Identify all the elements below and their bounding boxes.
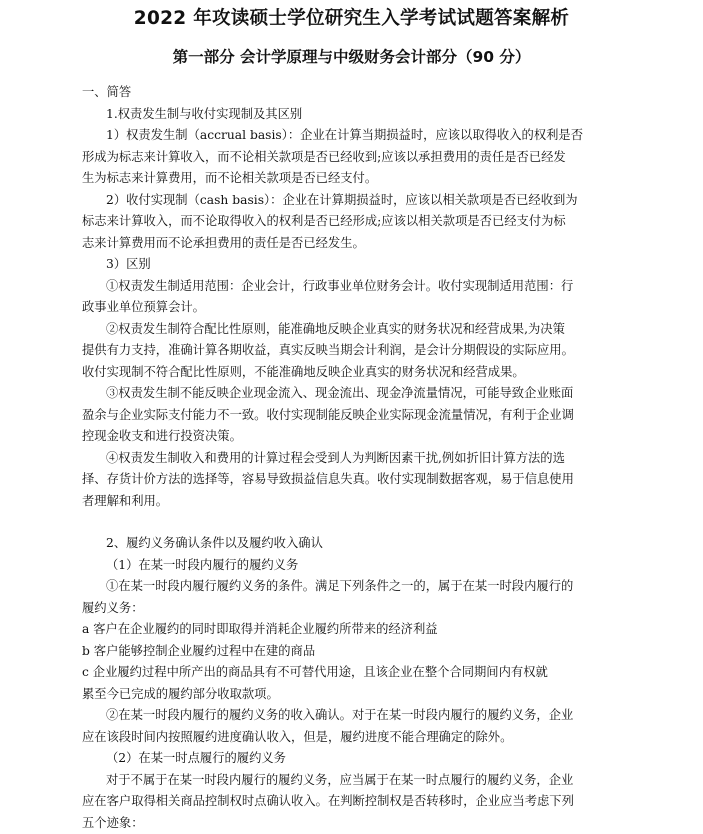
paragraph-line: 控现金收支和进行投资决策。 (82, 426, 608, 448)
paragraph-line: 择、存货计价方法的选择等，容易导致损益信息失真。收付实现制数据客观，易于信息使用 (82, 469, 608, 491)
paragraph-line: 形成为标志来计算收入，而不论相关款项是否已经收到;应该以承担费用的责任是否已经发 (82, 147, 608, 169)
paragraph-line: 标志来计算收入，而不论取得收入的权利是否已经形成;应该以相关款项是否已经支付为标 (82, 211, 608, 233)
paragraph-line: ②权责发生制符合配比性原则，能准确地反映企业真实的财务状况和经营成果,为决策 (82, 319, 608, 341)
list-item: c 企业履约过程中所产出的商品具有不可替代用途，且该企业在整个合同期间内有权就 (82, 662, 608, 684)
heading-short-answer: 一、简答 (82, 82, 608, 104)
subheading: （1）在某一时段内履行的履约义务 (82, 555, 608, 577)
page-title: 2022 年攻读硕士学位研究生入学考试试题答案解析 (0, 4, 703, 30)
paragraph-line: 累至今已完成的履约部分收取款项。 (82, 684, 608, 706)
subheading: 3）区别 (82, 254, 608, 276)
paragraph-line: 应在客户取得相关商品控制权时点确认收入。在判断控制权是否转移时，企业应当考虑下列 (82, 791, 608, 813)
paragraph-line: 提供有力支持，准确计算各期收益，真实反映当期会计利润，是会计分期假设的实际应用。 (82, 340, 608, 362)
paragraph-line: ③权责发生制不能反映企业现金流入、现金流出、现金净流量情况，可能导致企业账面 (82, 383, 608, 405)
paragraph-line: ④权责发生制收入和费用的计算过程会受到人为判断因素干扰,例如折旧计算方法的选 (82, 448, 608, 470)
paragraph-line: 履约义务： (82, 598, 608, 620)
list-item: a 客户在企业履约的同时即取得并消耗企业履约所带来的经济利益 (82, 619, 608, 641)
paragraph-line: 2）收付实现制（cash basis）：企业在计算期损益时，应该以相关款项是否已经收到为 (82, 190, 608, 212)
paragraph-line: 1）权责发生制（accrual basis）：企业在计算当期损益时，应该以取得收入的权利是否 (82, 125, 608, 147)
list-item: b 客户能够控制企业履约过程中在建的商品 (82, 641, 608, 663)
paragraph-line: 志来计算费用而不论承担费用的责任是否已经发生。 (82, 233, 608, 255)
paragraph-line: 者理解和利用。 (82, 491, 608, 513)
document-body (82, 82, 608, 834)
paragraph-line: 收付实现制不符合配比性原则，不能准确地反映企业真实的财务状况和经营成果。 (82, 362, 608, 384)
subheading: （2）在某一时点履行的履约义务 (82, 748, 608, 770)
paragraph-line: 五个迹象： (82, 813, 608, 834)
spacer (82, 512, 608, 533)
question-1-heading: 1.权责发生制与收付实现制及其区别 (82, 104, 608, 126)
question-2-heading: 2、履约义务确认条件以及履约收入确认 (82, 533, 608, 555)
paragraph-line: ②在某一时段内履行的履约义务的收入确认。对于在某一时段内履行的履约义务，企业 (82, 705, 608, 727)
paragraph-line: 应在该段时间内按照履约进度确认收入，但是，履约进度不能合理确定的除外。 (82, 727, 608, 749)
paragraph-line: 生为标志来计算费用，而不论相关款项是否已经支付。 (82, 168, 608, 190)
paragraph-line: ①在某一时段内履行履约义务的条件。满足下列条件之一的，属于在某一时段内履行的 (82, 576, 608, 598)
paragraph-line: 对于不属于在某一时段内履行的履约义务，应当属于在某一时点履行的履约义务，企业 (82, 770, 608, 792)
section-title: 第一部分 会计学原理与中级财务会计部分（90 分） (0, 45, 703, 67)
paragraph-line: 政事业单位预算会计。 (82, 297, 608, 319)
paragraph-line: 盈余与企业实际支付能力不一致。收付实现制能反映企业实际现金流量情况，有利于企业调 (82, 405, 608, 427)
paragraph-line: ①权责发生制适用范围：企业会计，行政事业单位财务会计。收付实现制适用范围：行 (82, 276, 608, 298)
